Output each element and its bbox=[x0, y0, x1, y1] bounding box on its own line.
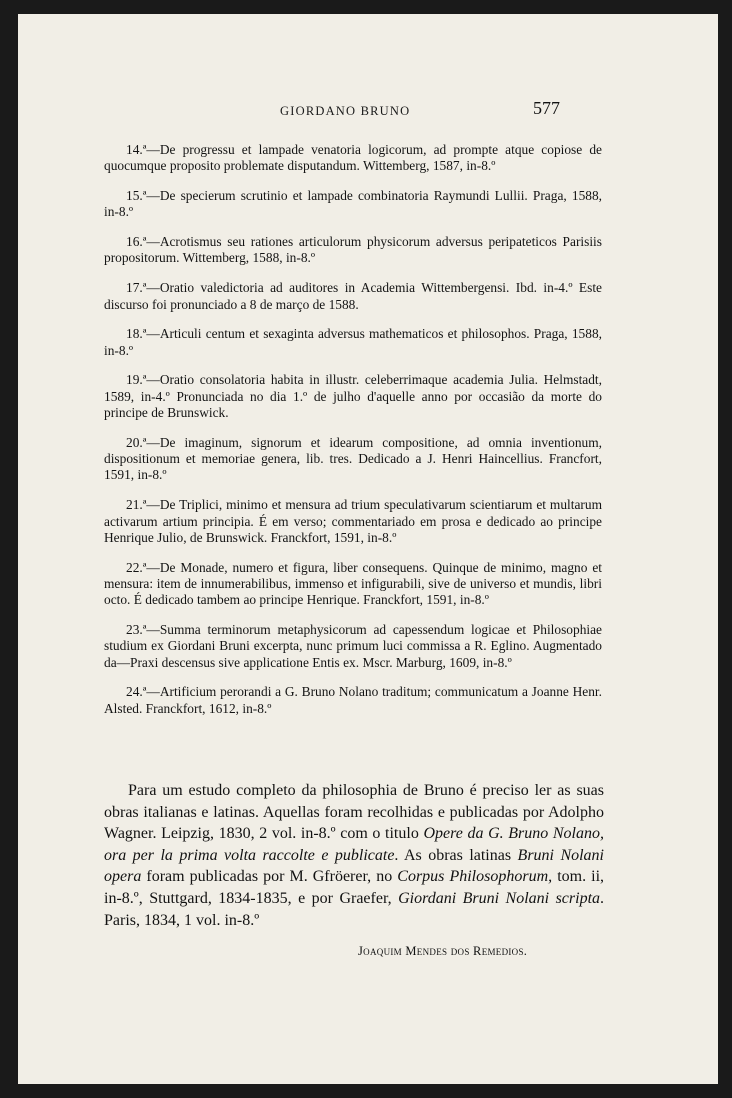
bibliography-entry: 19.ª—Oratio consolatoria habita in illustr. celeberrimaque academia Julia. Helmstadt, 1589, in-4.º Pronunciada no dia 1.º de julho d'aquelle anno por occasião da morte do principe de Brunswick. bbox=[104, 372, 602, 421]
bibliography-entry: 24.ª—Artificium perorandi a G. Bruno Nolano traditum; communicatum a Joanne Henr. Alsted. Franckfort, 1612, in-8.º bbox=[104, 684, 602, 716]
bibliography-entry: 23.ª—Summa terminorum metaphysicorum ad capessendum logicae et Philosophiae studium ex Giordani Bruni excerpta, nunc primum luci commissa a R. Eglino. Augmentado da—Praxi descensus sive applicatione Entis ex. Mscr. Marburg, 1609, in-8.º bbox=[104, 622, 602, 670]
bibliography-entry: 16.ª—Acrotismus seu rationes articulorum physicorum adversus peripateticos Parisiis propositorum. Wittemberg, 1588, in-8.º bbox=[104, 234, 602, 266]
work-title: Bruni Nolani opera bbox=[104, 846, 605, 886]
closing-text: tom. ii, in-8.º, Stuttgard, 1834-1835, e por Graefer, bbox=[104, 868, 605, 907]
bibliography-entry: 15.ª—De specierum scrutinio et lampade combinatoria Raymundi Lullii. Praga, 1588, in-8.º bbox=[104, 188, 602, 220]
bibliography-entry: 20.ª—De imaginum, signorum et idearum compositione, ad omnia inventionum, dispositionum et memoriae genera, lib. tres. Dedicado a J. Henri Haincellius. Francfort, 1591, in-8.º bbox=[104, 434, 602, 483]
page-number: 577 bbox=[533, 98, 560, 118]
running-head: GIORDANO BRUNO bbox=[280, 104, 411, 118]
bibliography-entry: 22.ª—De Monade, numero et figura, liber consequens. Quinque de minimo, magno et mensura: item de innumerabilibus, immenso et infigurabili, sive de universo et mundis, libri octo. É dedicado tambem ao principe Henrique. Franckfort, 1591, in-8.º bbox=[104, 559, 602, 608]
bibliography-list bbox=[104, 142, 602, 731]
closing-text: . Paris, 1834, 1 vol. in-8.º bbox=[104, 889, 605, 929]
work-title: Opere da G. Bruno Nolano, ora per la prima volta raccolte e publicate bbox=[104, 825, 605, 864]
closing-text: Para um estudo completo da philosophia de Bruno é preciso ler as suas obras italianas e latinas. Aquellas foram recolhidas e publicadas por Adolpho Wagner. Leipzig, 1830, 2 vol. in-8.º com o titulo bbox=[104, 782, 604, 843]
page-header bbox=[18, 98, 718, 128]
bibliography-entry: 14.ª—De progressu et lampade venatoria logicorum, ad prompte atque copiose de quocumque proposito problemate disputandum. Wittemberg, 1587, in-8.º bbox=[104, 142, 602, 174]
bibliography-entry: 17.ª—Oratio valedictoria ad auditores in Academia Wittembergensi. Ibd. in-4.º Este discurso foi pronunciado a 8 de março de 1588. bbox=[104, 280, 602, 312]
book-page bbox=[18, 14, 718, 1084]
work-title: Corpus Philosophorum, bbox=[397, 868, 553, 886]
bibliography-entry: 18.ª—Articuli centum et sexaginta adversus mathematicos et philosophos. Praga, 1588, in-8.º bbox=[104, 326, 602, 358]
closing-paragraph bbox=[104, 780, 604, 931]
work-title: Giordani Bruni Nolani scripta bbox=[398, 889, 601, 907]
bibliography-entry: 21.ª—De Triplici, minimo et mensura ad trium speculativarum scientiarum et multarum activarum artium principia. É em verso; commentariado em prosa e dedicado ao principe Henrique Julio, de Brunswick. Franckfort, 1591, in-8.º bbox=[104, 497, 602, 545]
closing-text: foram publicadas por M. Gfröerer, no bbox=[141, 868, 398, 886]
closing-text: . As obras latinas bbox=[394, 846, 518, 864]
author-signature: Joaquim Mendes dos Remedios. bbox=[358, 944, 528, 958]
